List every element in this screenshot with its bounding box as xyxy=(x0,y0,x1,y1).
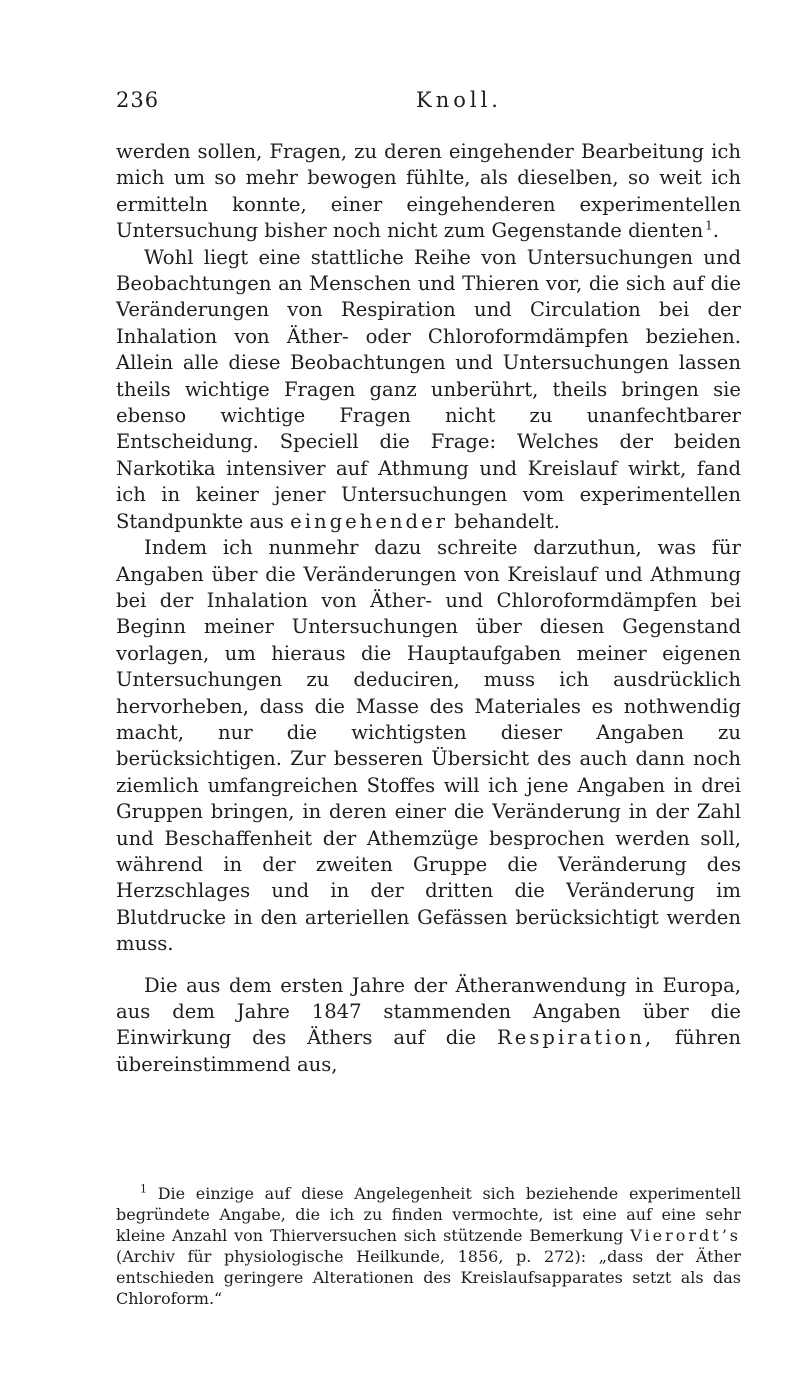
running-head-title: Knoll. xyxy=(416,88,502,112)
running-head xyxy=(116,88,741,118)
paragraph-3 xyxy=(116,535,741,958)
paragraph-4-text-b: führen übereinstimmend aus, xyxy=(116,1026,741,1076)
footnote-text-b: (Archiv für physiologische Heilkunde, 1856, p. 272): „dass der Äther entschieden geringere Alterationen des Kreislaufsapparates setzt als das Chloroform.“ xyxy=(116,1247,741,1308)
footnote-reference: 1 xyxy=(705,218,713,233)
paragraph-1-text: werden sollen, Fragen, zu deren eingehender Bearbeitung ich mich um so mehr bewogen fühlte, als dieselben, so weit ich ermitteln konnte, einer eingehenderen experimentellen Untersuchung bisher noch nicht zum Gegenstande dienten xyxy=(116,140,741,243)
paragraph-continued: werden sollen, Fragen, zu deren eingehender Bearbeitung ich mich um so mehr bewogen fühlte, als dieselben, so weit ich ermitteln konnte, einer eingehenderen experimentellen Untersuchung bisher noch nicht zum Gegenstande dienten $^1$. xyxy=(116,140,741,243)
paragraph-3-text: Indem ich nunmehr dazu schreite darzuthun, was für Angaben über die Veränderungen von Kreislauf und Athmung bei der Inhalation von Äther- und Chloroformdämpfen bei Beginn meiner Untersuchungen über diesen Gegenstand vorlagen, um hieraus die Hauptaufgaben meiner eigenen Untersuchungen zu deduciren, muss ich ausdrücklich hervorheben, dass die Masse des Materiales es nothwendig macht, nur die wichtigsten dieser Angaben zu berücksichtigen. Zur besseren Übersicht des auch dann noch ziemlich umfangreichen Stoffes will ich jene Angaben in drei Gruppen bringen, in deren einer die Veränderung in der Zahl und Beschaffenheit der Athemzüge besprochen werden soll, während in der zweiten Gruppe die Veränderung des Herzschlages und in der dritten die Veränderung im Blutdrucke in den arteriellen Gefässen berücksichtigt werden muss. xyxy=(116,536,741,956)
footnotes xyxy=(116,1183,741,1309)
paragraph-2-text-b: behandelt. xyxy=(454,509,560,533)
paragraph-2-text-a: Wohl liegt eine stattliche Reihe von Untersuchungen und Beobachtungen an Menschen und Thieren vor, die sich auf die Veränderungen von Respiration und Circulation bei der Inhalation von Äther- oder Chloroformdämpfen beziehen. Allein alle diese Beobachtungen und Untersuchungen lassen theils wichtige Fragen ganz unberührt, theils bringen sie ebenso wichtige Fragen nicht zu unanfechtbarer Entscheidung. Speciell die Frage: Welches der beiden Narkotika intensiver auf Athmung und Kreislauf wirkt, fand ich in keiner jener Untersuchungen vom experimentellen Standpunkte aus xyxy=(116,245,741,533)
footnote-mark: 1 xyxy=(140,1182,147,1196)
page-number: 236 xyxy=(116,88,160,112)
emphasized-word-respiration: Respiration, xyxy=(497,1026,655,1050)
body-text xyxy=(116,139,741,1078)
footnote-1 xyxy=(116,1183,741,1309)
paragraph-4 xyxy=(116,973,741,1079)
footnote-text-a: Die einzige auf diese Angelegenheit sich beziehende experimentell begründete Angabe, die ich zu finden vermochte, ist eine auf eine sehr kleine Anzahl von Thierversuchen sich stützende Bemerkung xyxy=(116,1184,741,1245)
footnote-author: Vierordt’s xyxy=(630,1226,741,1245)
paragraph-4-text-a: Die aus dem ersten Jahre der Ätheranwendung in Europa, aus dem Jahre 1847 stammenden Angaben über die Einwirkung des Äthers auf die xyxy=(116,973,741,1050)
emphasized-word-eingehender: eingehender xyxy=(290,509,449,533)
paragraph-2 xyxy=(116,245,741,535)
